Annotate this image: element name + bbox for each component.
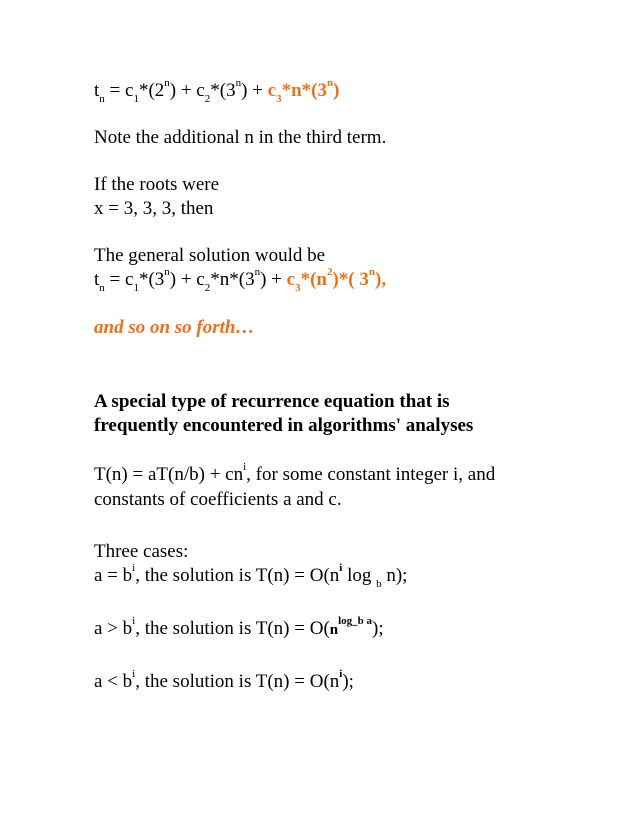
heading-line-1: A special type of recurrence equation that is <box>94 391 450 412</box>
case-1: $a = b^i$, the solution is $T(n) = O(n^i$ log $_b$ n); <box>94 561 408 590</box>
equation-line-2: $t_n = c_1*(3^n) + c_2*n*(3^n) + c_3*(n^2)*$( 3$^n$), <box>94 265 387 294</box>
three-cases-label: Three cases: <box>94 541 189 562</box>
note-text: Note the additional n in the third term. <box>94 127 387 148</box>
general-solution-label: The general solution would be <box>94 245 326 266</box>
case-2: $a > b^i$, the solution is $T(n) = O(n^{log\_b a})$; <box>94 614 384 639</box>
heading-line-2: frequently encountered in algorithms' analyses <box>94 415 474 436</box>
case-3: $a < b^i$, the solution is $T(n) = O(n^i)$; <box>94 667 354 692</box>
so-on-text: and so on so forth… <box>94 317 255 338</box>
equation-line-1: $t_n = c_1*(2^n) + c_2*(3^n) + c_3*n*(3^n)$ <box>94 76 340 105</box>
roots-line-1: If the roots were <box>94 174 220 195</box>
constants-text: constants of coefficients a and c. <box>94 489 342 510</box>
recurrence-definition: $T(n) = aT(n/b) + cn^i$, for some constant integer i, and <box>94 460 496 485</box>
roots-line-2: x = 3, 3, 3, then <box>94 198 214 219</box>
